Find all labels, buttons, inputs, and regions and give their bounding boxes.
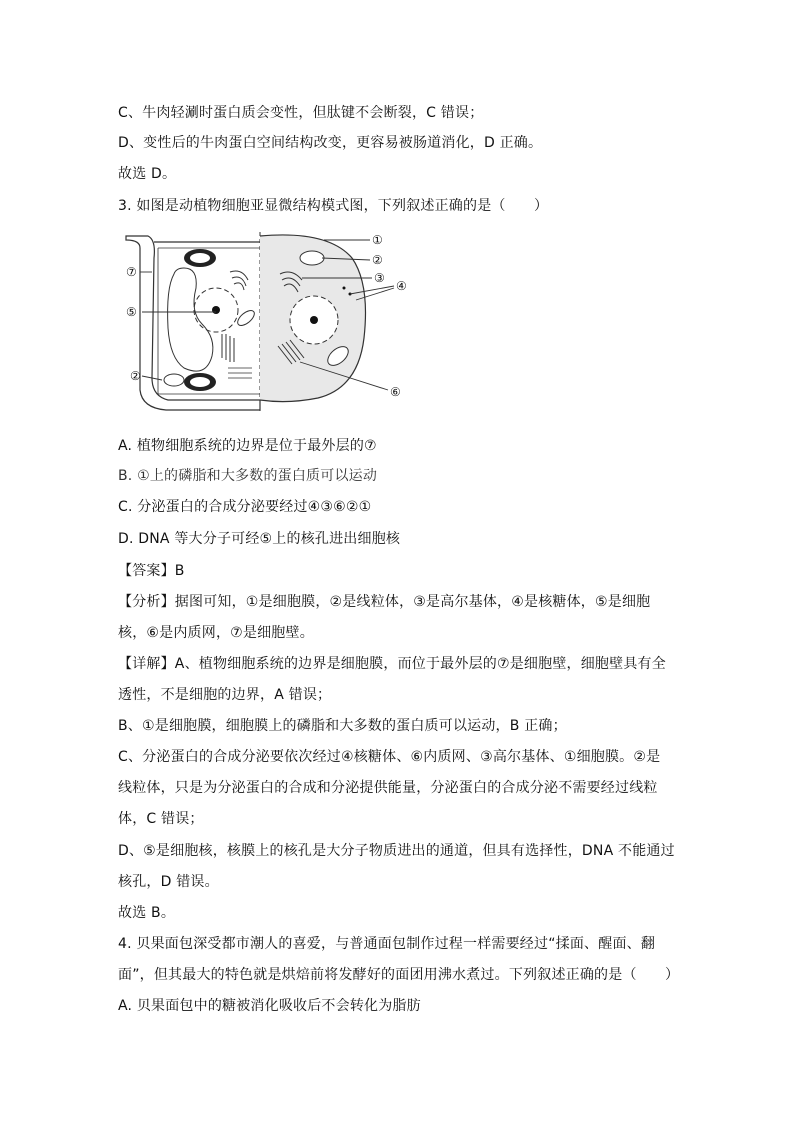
analysis-line-1: 【分析】据图可知，①是细胞膜，②是线粒体，③是高尔基体，④是核糖体，⑤是细胞 [118,594,651,610]
detail-line-1: 【详解】A、植物细胞系统的边界是细胞膜，而位于最外层的⑦是细胞壁，细胞壁具有全 [118,656,666,672]
ribosome-dot-1 [343,287,346,290]
vacuole [168,268,213,371]
animal-nucleolus [310,316,318,324]
detail-line-4: C、分泌蛋白的合成分泌要依次经过④核糖体、⑥内质网、③高尔基体、①细胞膜。②是 [118,749,661,765]
option-d: D. DNA 等大分子可经⑤上的核孔进出细胞核 [118,531,401,547]
question-3-stem: 3. 如图是动植物细胞亚显微结构模式图，下列叙述正确的是（ ） [118,198,549,214]
analysis-line-2: 核，⑥是内质网，⑦是细胞壁。 [118,625,314,641]
text-line-3: 故选 D。 [118,166,177,182]
label-1: ① [372,233,383,247]
plant-er-2 [228,368,252,378]
detail-line-2: 透性，不是细胞的边界，A 错误； [118,687,332,703]
chloroplast-bottom-inner [190,377,210,387]
plant-golgi [230,271,248,290]
detail-line-6: 体，C 错误； [118,811,204,827]
detail-line-7: D、⑤是细胞核，核膜上的核孔是大分子物质进出的通道，但具有选择性，DNA 不能通过 [118,843,675,859]
animal-mitochondrion-top [300,251,324,265]
question-4-line-1: 4. 贝果面包深受都市潮人的喜爱，与普通面包制作过程一样需要经过“揉面、醒面、翻 [118,936,656,952]
label-2: ② [372,253,383,267]
conclusion-line: 故选 B。 [118,905,176,921]
option-c: C. 分泌蛋白的合成分泌要经过④③⑥②① [118,499,372,515]
detail-line-5: 线粒体，只是为分泌蛋白的合成和分泌提供能量，分泌蛋白的合成分泌不需要经过线粒 [118,780,658,796]
plant-mitochondrion-2 [164,374,184,386]
label-5: ⑤ [126,305,137,319]
text-line-1: C、牛肉轻涮时蛋白质会变性，但肽键不会断裂，C 错误； [118,105,484,121]
label-6: ⑥ [390,385,401,399]
option-a: A. 植物细胞系统的边界是位于最外层的⑦ [118,438,377,454]
label-7: ⑦ [126,265,137,279]
detail-line-3: B、①是细胞膜，细胞膜上的磷脂和大多数的蛋白质可以运动，B 正确； [118,718,567,734]
label-3: ③ [374,271,385,285]
cell-diagram [118,228,418,416]
plant-nucleolus [212,306,220,314]
answer-line: 【答案】B [118,563,185,579]
plant-er [222,334,234,362]
option-b: B. ①上的磷脂和大多数的蛋白质可以运动 [118,468,378,484]
detail-line-8: 核孔，D 错误。 [118,874,219,890]
label-2-plant: ② [130,369,141,383]
question-4-line-2: 面”，但其最大的特色就是烘焙前将发酵好的面团用沸水煮过。下列叙述正确的是（ ） [118,967,680,983]
text-line-2: D、变性后的牛肉蛋白空间结构改变，更容易被肠道消化，D 正确。 [118,135,543,151]
question-4-option-a: A. 贝果面包中的糖被消化吸收后不会转化为脂肪 [118,998,421,1014]
label-4: ④ [396,279,407,293]
chloroplast-top-inner [190,253,210,263]
cell-structure-figure [118,228,418,416]
